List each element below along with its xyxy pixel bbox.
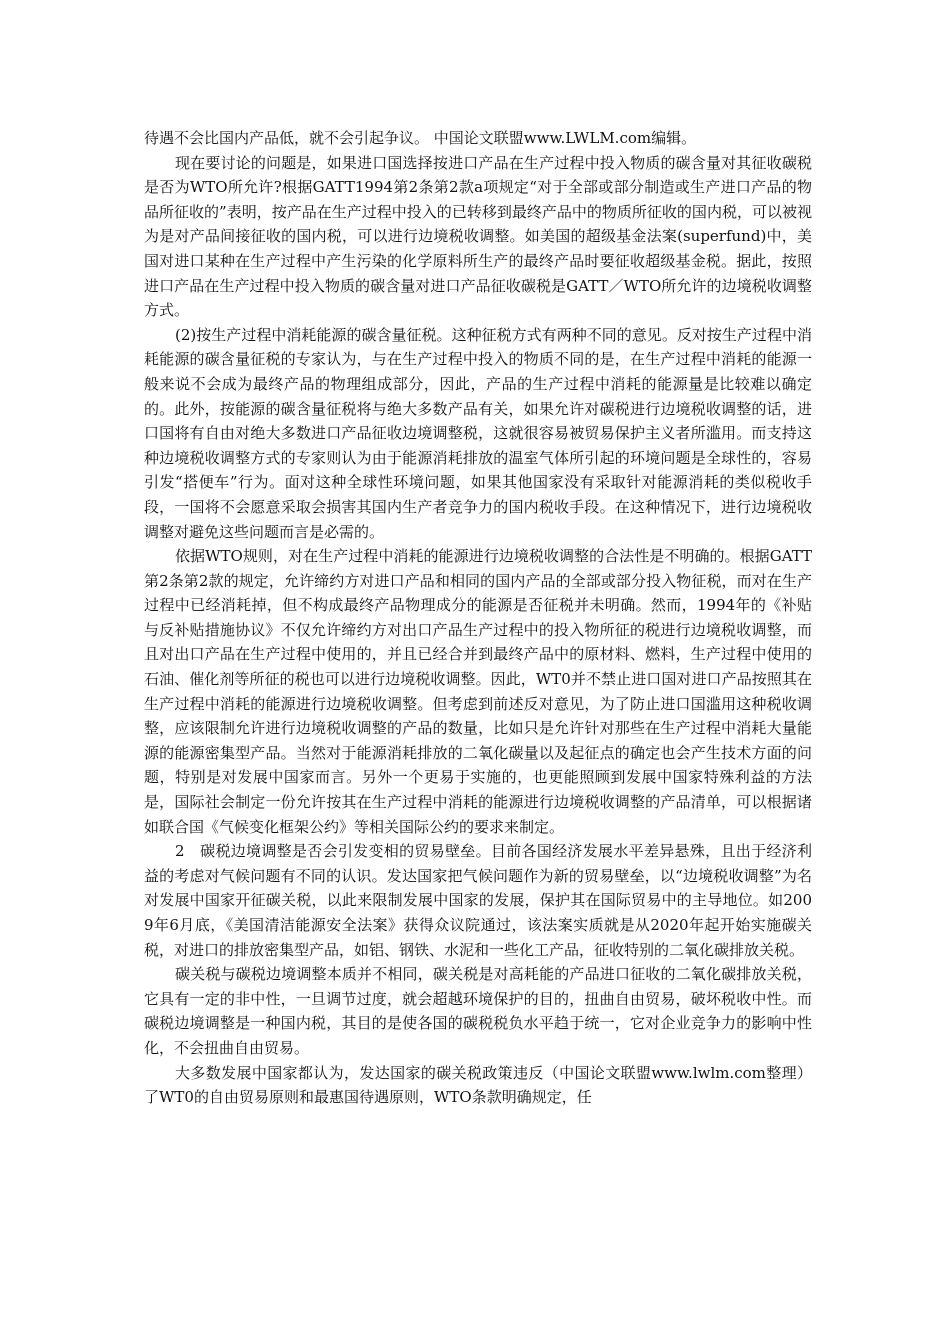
paragraph-carbon-tariff-difference: 碳关税与碳税边境调整本质并不相同，碳关税是对高耗能的产品进口征收的二氧化碳排放关税，它具有一定的非中性，一旦调节过度，就会超越环境保护的目的，扭曲自由贸易，破坏税收中性。而碳税边境调整是一种国内税，其目的是使各国的碳税税负水平趋于统一，它对企业竞争力的影响中性化，不会扭曲自由贸易。 bbox=[144, 965, 812, 1057]
paragraph-carbon-content-inputs: 现在要讨论的问题是，如果进口国选择按进口产品在生产过程中投入物质的碳含量对其征收碳税是否为WTO所允许?根据GATT1994第2条第2款a项规定“对于全部或部分制造或生产进口产品的物品所征收的”表明，按产品在生产过程中投入的已转移到最终产品中的物质所征收的国内税，可以被视为是对产品间接征收的国内税，可以进行边境税收调整。如美国的超级基金法案(superfund)中，美国对进口某种在生产过程中产生污染的化学原料所生产的最终产品时要征收超级基金税。据此，按照进口产品在生产过程中投入物质的碳含量对进口产品征收碳税是GATT／WTO所允许的边境税收调整方式。 bbox=[144, 153, 812, 320]
paragraph-energy-consumption-tax: (2)按生产过程中消耗能源的碳含量征税。这种征税方式有两种不同的意见。反对按生产过程中消耗能源的碳含量征税的专家认为，与在生产过程中投入的物质不同的是，在生产过程中消耗的能源一般来说不会成为最终产品的物理组成部分，因此，产品的生产过程中消耗的能源量是比较难以确定的。此外，按能源的碳含量征税将与绝大多数产品有关，如果允许对碳税进行边境税收调整的话，进口国将有自由对绝大多数进口产品征收边境调整税，这就很容易被贸易保护主义者所滥用。而支持这种边境税收调整方式的专家则认为由于能源消耗排放的温室气体所引起的环境问题是全球性的，容易引发“搭便车”行为。面对这种全球性环境问题，如果其他国家没有采取针对能源消耗的类似税收手段，一国将不会愿意采取会损害其国内生产者竞争力的国内税收手段。在这种情况下，进行边境税收调整对避免这些问题而言是必需的。 bbox=[144, 325, 812, 541]
paragraph-continuation: 待遇不会比国内产品低，就不会引起争议。 中国论文联盟www.LWLM.com编辑。 bbox=[144, 129, 697, 147]
paragraph-developing-countries: 大多数发展中国家都认为，发达国家的碳关税政策违反（中国论文联盟www.lwlm.com整理）了WT0的自由贸易原则和最惠国待遇原则，WTO条款明确规定，任 bbox=[144, 1063, 812, 1107]
document-body bbox=[144, 126, 812, 1110]
paragraph-section-2-trade-barrier: 2 碳税边境调整是否会引发变相的贸易壁垒。目前各国经济发展水平差异悬殊，且出于经济利益的考虑对气候问题有不同的认识。发达国家把气候问题作为新的贸易壁垒，以“边境税收调整”为名对发展中国家开征碳关税，以此来限制发展中国家的发展，保护其在国际贸易中的主导地位。如2009年6月底，《美国清洁能源安全法案》获得众议院通过，该法案实质就是从2020年起开始实施碳关税，对进口的排放密集型产品，如铝、钢铁、水泥和一些化工产品，征收特别的二氧化碳排放关税。 bbox=[144, 842, 812, 959]
paragraph-wto-legality: 依据WTO规则，对在生产过程中消耗的能源进行边境税收调整的合法性是不明确的。根据GATT第2条第2款的规定，允许缔约方对进口产品和相同的国内产品的全部或部分投入物征税，而对在生产过程中已经消耗掉，但不构成最终产品物理成分的能源是否征税并未明确。然而，1994年的《补贴与反补贴措施协议》不仅允许缔约方对出口产品生产过程中的投入物所征的税进行边境税收调整，而且对出口产品在生产过程中使用的，并且已经合并到最终产品中的原材料、燃料，生产过程中使用的石油、催化剂等所征的税也可以进行边境税收调整。因此，WT0并不禁止进口国对进口产品按照其在生产过程中消耗的能源进行边境税收调整。但考虑到前述反对意见，为了防止进口国滥用这种税收调整，应该限制允许进行边境税收调整的产品的数量，比如只是允许针对那些在生产过程中消耗大量能源的能源密集型产品。当然对于能源消耗排放的二氧化碳量以及起征点的确定也会产生技术方面的问题，特别是对发展中国家而言。另外一个更易于实施的，也更能照顾到发展中国家特殊利益的方法是，国际社会制定一份允许按其在生产过程中消耗的能源进行边境税收调整的产品清单，可以根据诸如联合国《气候变化框架公约》等相关国际公约的要求来制定。 bbox=[144, 547, 812, 836]
